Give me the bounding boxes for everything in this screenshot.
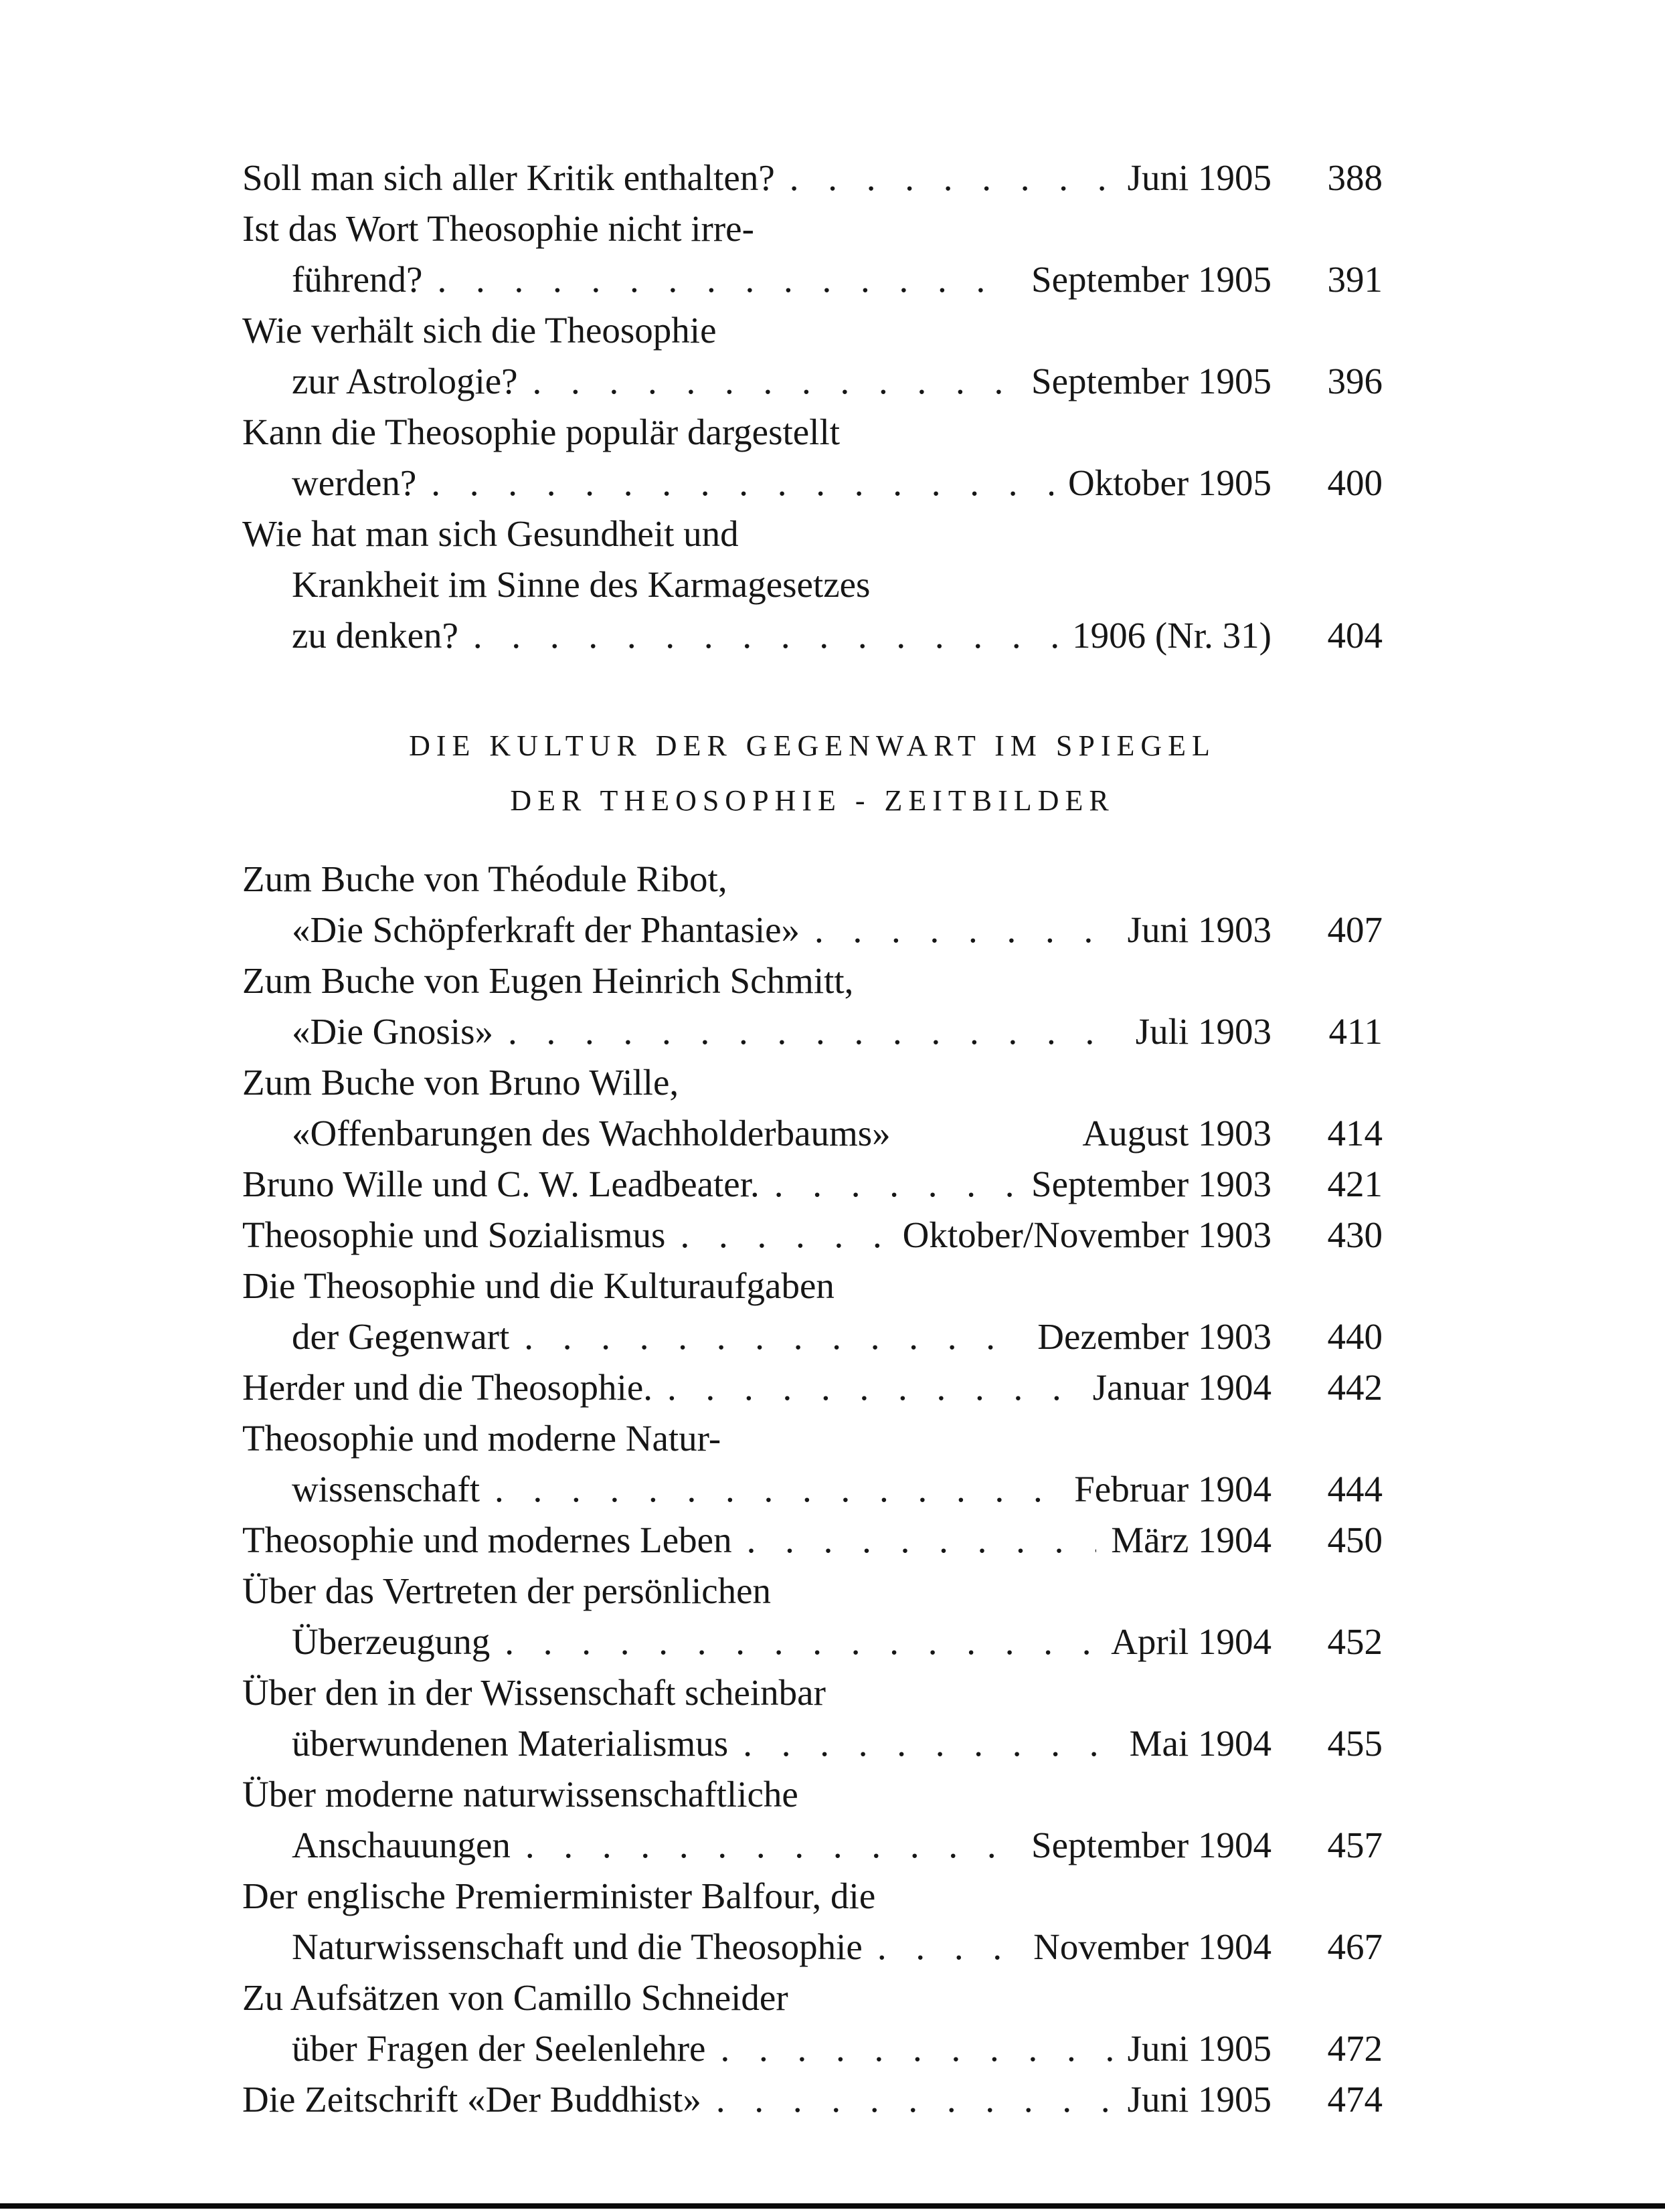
toc-entry <box>242 1413 1383 1515</box>
entry-line <box>242 1515 1383 1566</box>
entry-title-text: Bruno Wille und C. W. Leadbeater. <box>242 1164 760 1204</box>
entry-page-number: 455 <box>1327 1723 1383 1764</box>
toc-entry <box>242 407 1383 509</box>
entry-title-text: werden? <box>292 462 417 503</box>
dot-leader <box>680 1210 887 1261</box>
entry-line <box>242 1820 1383 1871</box>
entry-date: September 1904 <box>1031 1825 1272 1865</box>
entry-line <box>242 905 1383 955</box>
entry-line: Über den in der Wissenschaft scheinbar <box>242 1672 826 1713</box>
entry-page-number: 430 <box>1327 1214 1383 1255</box>
entry-date: Juni 1903 <box>1127 909 1272 950</box>
entry-page-number: 396 <box>1327 361 1383 401</box>
dot-leader <box>505 1617 1096 1667</box>
dot-leader <box>814 905 1113 955</box>
entry-title-text: der Gegenwart <box>292 1316 510 1357</box>
entry-date: April 1904 <box>1111 1621 1272 1662</box>
entry-title-text: zu denken? <box>292 615 458 656</box>
entry-title-text: über Fragen der Seelenlehre <box>292 2028 706 2069</box>
entry-page-number: 442 <box>1327 1367 1383 1408</box>
dot-leader <box>495 1464 1059 1515</box>
entry-line: Krankheit im Sinne des Karmagesetzes <box>292 564 871 605</box>
entry-page-number: 450 <box>1327 1519 1383 1560</box>
dot-leader <box>508 1006 1121 1057</box>
dot-leader <box>473 610 1057 661</box>
entry-date: Januar 1904 <box>1092 1367 1272 1408</box>
entry-page-number: 444 <box>1327 1469 1383 1509</box>
dot-leader <box>716 2074 1113 2125</box>
entry-date: August 1903 <box>1082 1113 1272 1154</box>
entry-title-text: Überzeugung <box>292 1621 491 1662</box>
toc-entry <box>242 203 1383 305</box>
toc-entry <box>242 153 1383 203</box>
entry-date: Juli 1903 <box>1135 1011 1272 1052</box>
entry-line <box>242 1311 1383 1362</box>
entry-page-number: 407 <box>1327 909 1383 950</box>
entry-page-number: 411 <box>1328 1011 1383 1052</box>
entry-page-number: 474 <box>1327 2079 1383 2120</box>
scan-artifact-bottom-line <box>0 2203 1665 2209</box>
entry-line <box>242 1362 1383 1413</box>
entry-line <box>242 1006 1383 1057</box>
entry-line <box>242 610 1383 661</box>
dot-leader <box>747 1515 1097 1566</box>
toc-entry <box>242 1261 1383 1362</box>
dot-leader <box>437 254 1017 305</box>
entry-date: März 1904 <box>1111 1519 1272 1560</box>
entry-line: Kann die Theosophie populär dargestellt <box>242 411 841 452</box>
entry-line <box>242 356 1383 407</box>
entry-line <box>242 1718 1383 1769</box>
entry-date: Juni 1905 <box>1127 157 1272 198</box>
entry-date: September 1905 <box>1031 361 1272 401</box>
entry-line <box>242 2074 1383 2125</box>
entry-page-number: 391 <box>1327 259 1383 300</box>
entry-title-text: Theosophie und modernes Leben <box>242 1519 732 1560</box>
entry-line <box>242 1922 1383 1972</box>
toc-entry <box>242 1769 1383 1871</box>
toc-entry <box>242 1972 1383 2074</box>
entry-line: Über moderne naturwissenschaftliche <box>242 1774 798 1815</box>
entry-title-text: Theosophie und Sozialismus <box>242 1214 666 1255</box>
toc-section-top <box>242 153 1383 661</box>
entry-title-text: Naturwissenschaft und die Theosophie <box>292 1926 863 1967</box>
dot-leader <box>790 153 1113 203</box>
entry-page-number: 400 <box>1327 462 1383 503</box>
entry-date: Oktober/November 1903 <box>902 1214 1272 1255</box>
section-heading-line1: DIE KULTUR DER GEGENWART IM SPIEGEL <box>409 729 1216 762</box>
dot-leader <box>877 1922 1019 1972</box>
entry-line <box>242 153 1383 203</box>
dot-leader <box>524 1311 1023 1362</box>
toc-section-main <box>242 854 1383 2125</box>
entry-date: September 1903 <box>1031 1164 1272 1204</box>
dot-leader <box>533 356 1017 407</box>
entry-line: Ist das Wort Theosophie nicht irre- <box>242 208 754 249</box>
entry-page-number: 472 <box>1327 2028 1383 2069</box>
entry-line <box>242 1159 1383 1210</box>
entry-title-text: führend? <box>292 259 423 300</box>
toc-entry <box>242 955 1383 1057</box>
entry-line: Theosophie und moderne Natur- <box>242 1418 721 1459</box>
entry-line: Zum Buche von Eugen Heinrich Schmitt, <box>242 960 854 1001</box>
dot-leader <box>774 1159 1017 1210</box>
entry-line <box>242 1464 1383 1515</box>
entry-title-text: «Offenbarungen des Wachholderbaums» <box>292 1113 891 1154</box>
toc-entry <box>242 1362 1383 1413</box>
entry-date: Februar 1904 <box>1074 1469 1272 1509</box>
toc-entry <box>242 1566 1383 1667</box>
dot-leader <box>431 458 1053 509</box>
entry-line <box>242 1210 1383 1261</box>
toc-entry <box>242 509 1383 661</box>
toc-entry <box>242 2074 1383 2125</box>
dot-leader <box>743 1718 1114 1769</box>
entry-page-number: 421 <box>1327 1164 1383 1204</box>
dot-leader <box>667 1362 1078 1413</box>
toc-entry <box>242 1515 1383 1566</box>
entry-line <box>242 1108 1383 1159</box>
entry-page-number: 414 <box>1327 1113 1383 1154</box>
entry-line <box>242 1617 1383 1667</box>
entry-title-text: Die Zeitschrift «Der Buddhist» <box>242 2079 701 2120</box>
entry-line <box>242 458 1383 509</box>
entry-date: Oktober 1905 <box>1068 462 1272 503</box>
entry-line: Zum Buche von Théodule Ribot, <box>242 858 727 899</box>
entry-page-number: 452 <box>1327 1621 1383 1662</box>
dot-leader <box>720 2023 1112 2074</box>
entry-line: Der englische Premierminister Balfour, die <box>242 1875 876 1916</box>
entry-title-text: wissenschaft <box>292 1469 480 1509</box>
toc-entry <box>242 1667 1383 1769</box>
entry-line: Zum Buche von Bruno Wille, <box>242 1062 679 1103</box>
entry-date: 1906 (Nr. 31) <box>1072 615 1272 656</box>
toc-entry <box>242 1057 1383 1159</box>
entry-page-number: 404 <box>1327 615 1383 656</box>
toc-entry <box>242 1210 1383 1261</box>
entry-line: Wie verhält sich die Theosophie <box>242 310 717 351</box>
entry-date: November 1904 <box>1033 1926 1272 1967</box>
entry-page-number: 457 <box>1327 1825 1383 1865</box>
entry-line: Die Theosophie und die Kulturaufgaben <box>242 1265 835 1306</box>
toc-entry <box>242 1871 1383 1972</box>
entry-title-text: Anschauungen <box>292 1825 511 1865</box>
entry-page-number: 440 <box>1327 1316 1383 1357</box>
toc-entry <box>242 1159 1383 1210</box>
entry-title-text: Herder und die Theosophie. <box>242 1367 652 1408</box>
entry-date: Mai 1904 <box>1129 1723 1272 1764</box>
section-heading <box>242 719 1383 828</box>
toc-entry <box>242 854 1383 955</box>
toc-entry <box>242 305 1383 407</box>
entry-line: Wie hat man sich Gesundheit und <box>242 513 739 554</box>
entry-page-number: 388 <box>1327 157 1383 198</box>
entry-line <box>242 2023 1383 2074</box>
entry-title-text: Soll man sich aller Kritik enthalten? <box>242 157 775 198</box>
entry-date: Juni 1905 <box>1127 2079 1272 2120</box>
entry-line: Zu Aufsätzen von Camillo Schneider <box>242 1977 788 2018</box>
entry-title-text: überwundenen Materialismus <box>292 1723 729 1764</box>
entry-date: Dezember 1903 <box>1037 1316 1272 1357</box>
section-heading-line2: DER THEOSOPHIE - ZEITBILDER <box>510 784 1115 817</box>
entry-date: Juni 1905 <box>1127 2028 1272 2069</box>
dot-leader <box>525 1820 1017 1871</box>
entry-title-text: «Die Schöpferkraft der Phantasie» <box>292 909 800 950</box>
entry-date: September 1905 <box>1031 259 1272 300</box>
entry-page-number: 467 <box>1327 1926 1383 1967</box>
entry-title-text: «Die Gnosis» <box>292 1011 493 1052</box>
entry-line <box>242 254 1383 305</box>
entry-line: Über das Vertreten der persönlichen <box>242 1570 772 1611</box>
entry-title-text: zur Astrologie? <box>292 361 518 401</box>
